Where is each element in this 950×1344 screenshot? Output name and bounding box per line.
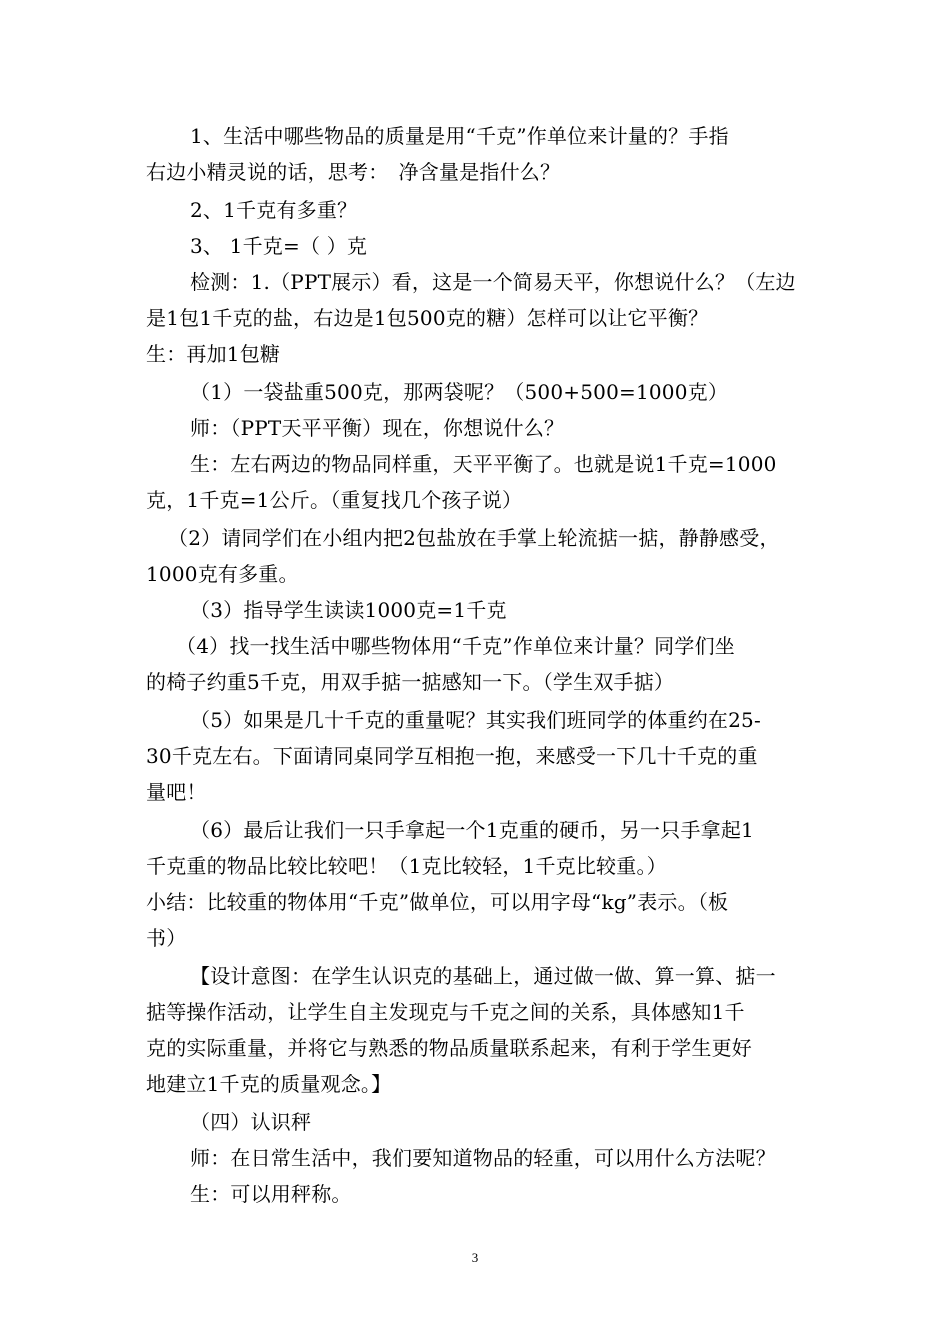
text-line-17: （5）如果是几十千克的重量呢？其实我们班同学的体重约在25- [190, 708, 761, 732]
text-line-1: 1、生活中哪些物品的质量是用“千克”作单位来计量的？手指 [190, 124, 729, 148]
text-line-29: 师：在日常生活中，我们要知道物品的轻重，可以用什么方法呢？ [190, 1146, 776, 1170]
text-line-11: 克，1千克=1公斤。（重复找几个孩子说） [146, 488, 523, 512]
text-line-9: 师：（PPT天平平衡）现在，你想说什么？ [190, 416, 565, 440]
text-line-18: 30千克左右。下面请同桌同学互相抱一抱，来感受一下几十千克的重 [146, 744, 758, 768]
text-line-6: 是1包1千克的盐，右边是1包500克的糖）怎样可以让它平衡？ [146, 306, 709, 330]
text-line-2: 右边小精灵说的话，思考： 净含量是指什么？ [146, 160, 561, 184]
text-line-15: （4）找一找生活中哪些物体用“千克”作单位来计量？同学们坐 [176, 634, 735, 658]
text-line-27: 地建立1千克的质量观念。】 [146, 1072, 392, 1096]
text-line-10: 生：左右两边的物品同样重，天平平衡了。也就是说1千克=1000 [190, 452, 777, 476]
text-line-3: 2、1千克有多重？ [190, 198, 358, 222]
text-line-23: 书） [146, 926, 187, 950]
text-line-8: （1）一袋盐重500克，那两袋呢？（500+500=1000克） [190, 380, 729, 404]
text-line-20: （6）最后让我们一只手拿起一个1克重的硬币，另一只手拿起1 [190, 818, 754, 842]
text-line-26: 克的实际重量，并将它与熟悉的物品质量联系起来，有利于学生更好 [146, 1036, 752, 1060]
text-line-13: 1000克有多重。 [146, 562, 299, 586]
text-line-25: 掂等操作活动，让学生自主发现克与千克之间的关系，具体感知1千 [146, 1000, 745, 1024]
text-line-22: 小结：比较重的物体用“千克”做单位，可以用字母“kg”表示。（板 [146, 890, 729, 914]
text-line-12: （2）请同学们在小组内把2包盐放在手掌上轮流掂一掂，静静感受， [168, 526, 780, 550]
text-line-19: 量吧！ [146, 780, 207, 804]
text-line-28: （四）认识秤 [190, 1110, 312, 1134]
text-line-7: 生：再加1包糖 [146, 342, 281, 366]
page-number: 3 [471, 1250, 479, 1265]
text-line-21: 千克重的物品比较比较吧！（1克比较轻，1千克比较重。） [146, 854, 667, 878]
text-line-16: 的椅子约重5千克，用双手掂一掂感知一下。（学生双手掂） [146, 670, 675, 694]
text-line-4: 3、 1千克=（ ）克 [190, 234, 368, 258]
text-line-14: （3）指导学生读读1000克=1千克 [190, 598, 507, 622]
text-line-30: 生：可以用秤称。 [190, 1182, 352, 1206]
text-line-24: 【设计意图：在学生认识克的基础上，通过做一做、算一算、掂一 [190, 964, 776, 988]
text-line-5: 检测：1.（PPT展示）看，这是一个简易天平，你想说什么？（左边 [190, 270, 796, 294]
